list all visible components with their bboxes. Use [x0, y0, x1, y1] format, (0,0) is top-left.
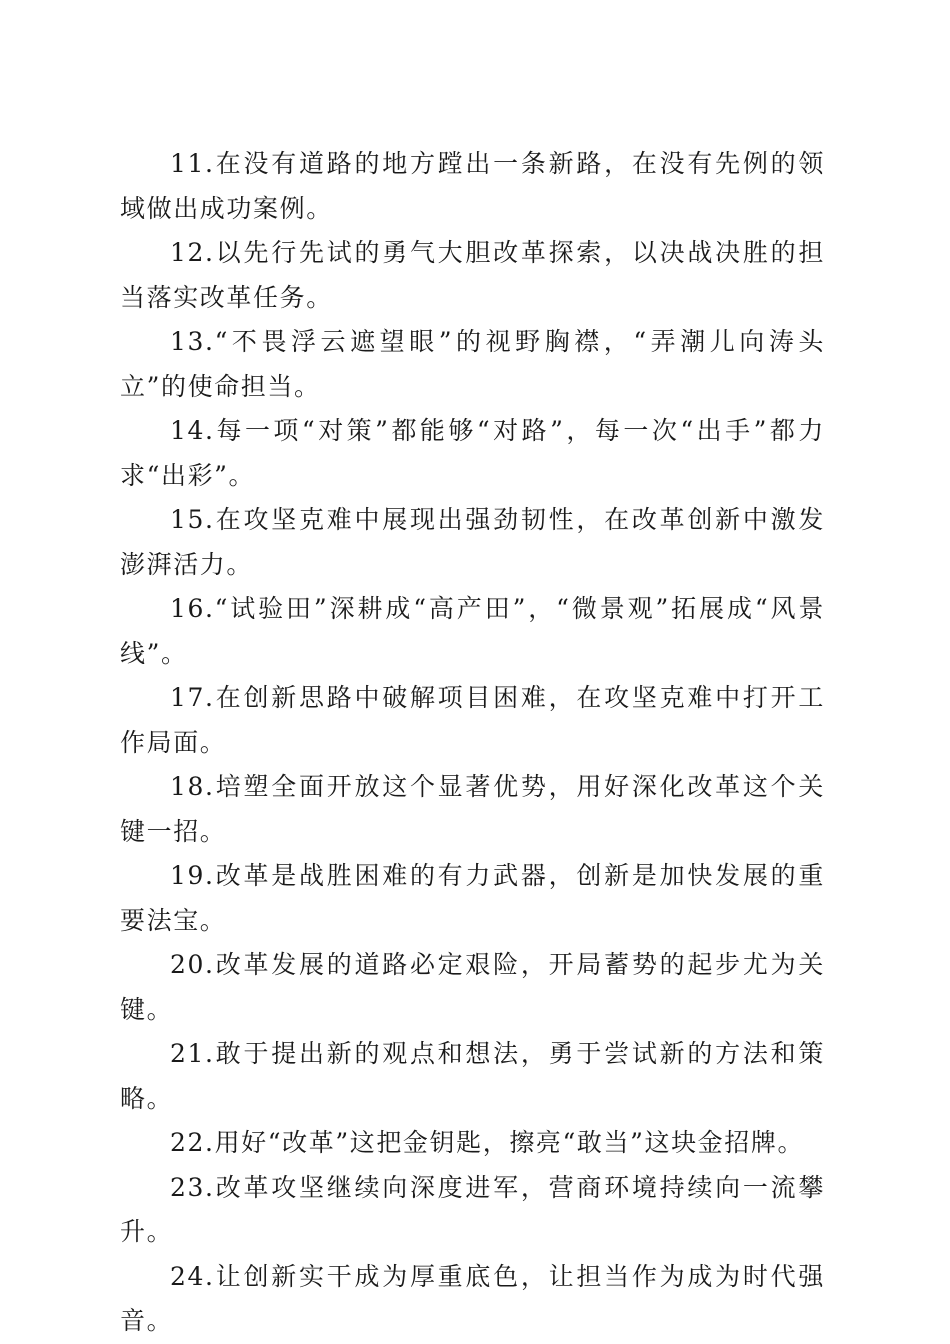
list-item — [120, 1032, 825, 1121]
list-item — [120, 231, 825, 320]
item-list — [120, 142, 825, 1344]
list-item — [120, 1121, 825, 1166]
item-number: 14. — [170, 416, 215, 445]
list-item — [120, 765, 825, 854]
item-number: 16. — [170, 594, 215, 623]
list-item — [120, 409, 825, 498]
item-text: 改革是战胜困难的有力武器，创新是加快发展的重要法宝。 — [120, 861, 825, 935]
item-number: 22. — [170, 1128, 215, 1157]
item-number: 18. — [170, 772, 215, 801]
item-number: 12. — [170, 238, 215, 267]
item-number: 17. — [170, 683, 215, 712]
item-text: 在没有道路的地方蹚出一条新路，在没有先例的领域做出成功案例。 — [120, 149, 825, 223]
item-number: 15. — [170, 505, 215, 534]
item-text: 敢于提出新的观点和想法，勇于尝试新的方法和策略。 — [120, 1039, 825, 1113]
item-text: 用好“改革”这把金钥匙，擦亮“敢当”这块金招牌。 — [214, 1128, 805, 1157]
item-text: 培塑全面开放这个显著优势，用好深化改革这个关键一招。 — [120, 772, 825, 846]
item-text: “试验田”深耕成“高产田”，“微景观”拓展成“风景线”。 — [120, 594, 825, 668]
list-item — [120, 1166, 825, 1255]
item-text: 每一项“对策”都能够“对路”，每一次“出手”都力求“出彩”。 — [120, 416, 825, 490]
item-text: “不畏浮云遮望眼”的视野胸襟，“弄潮儿向涛头立”的使命担当。 — [120, 327, 825, 401]
list-item — [120, 587, 825, 676]
list-item — [120, 320, 825, 409]
item-number: 20. — [170, 950, 215, 979]
item-text: 改革发展的道路必定艰险，开局蓄势的起步尤为关键。 — [120, 950, 825, 1024]
item-number: 21. — [170, 1039, 215, 1068]
list-item — [120, 943, 825, 1032]
item-number: 19. — [170, 861, 215, 890]
item-number: 23. — [170, 1172, 215, 1202]
item-text: 以先行先试的勇气大胆改革探索，以决战决胜的担当落实改革任务。 — [120, 238, 825, 312]
list-item — [120, 142, 825, 231]
item-text: 让创新实干成为厚重底色，让担当作为成为时代强音。 — [120, 1261, 825, 1335]
item-number: 24. — [170, 1261, 215, 1291]
list-item — [120, 854, 825, 943]
item-text: 在创新思路中破解项目困难，在攻坚克难中打开工作局面。 — [120, 683, 825, 757]
list-item — [120, 1255, 825, 1344]
item-number: 11. — [170, 149, 215, 178]
item-text: 改革攻坚继续向深度进军，营商环境持续向一流攀升。 — [120, 1172, 825, 1246]
list-item — [120, 676, 825, 765]
item-text: 在攻坚克难中展现出强劲韧性，在改革创新中激发澎湃活力。 — [120, 505, 825, 579]
list-item — [120, 498, 825, 587]
item-number: 13. — [170, 327, 215, 356]
